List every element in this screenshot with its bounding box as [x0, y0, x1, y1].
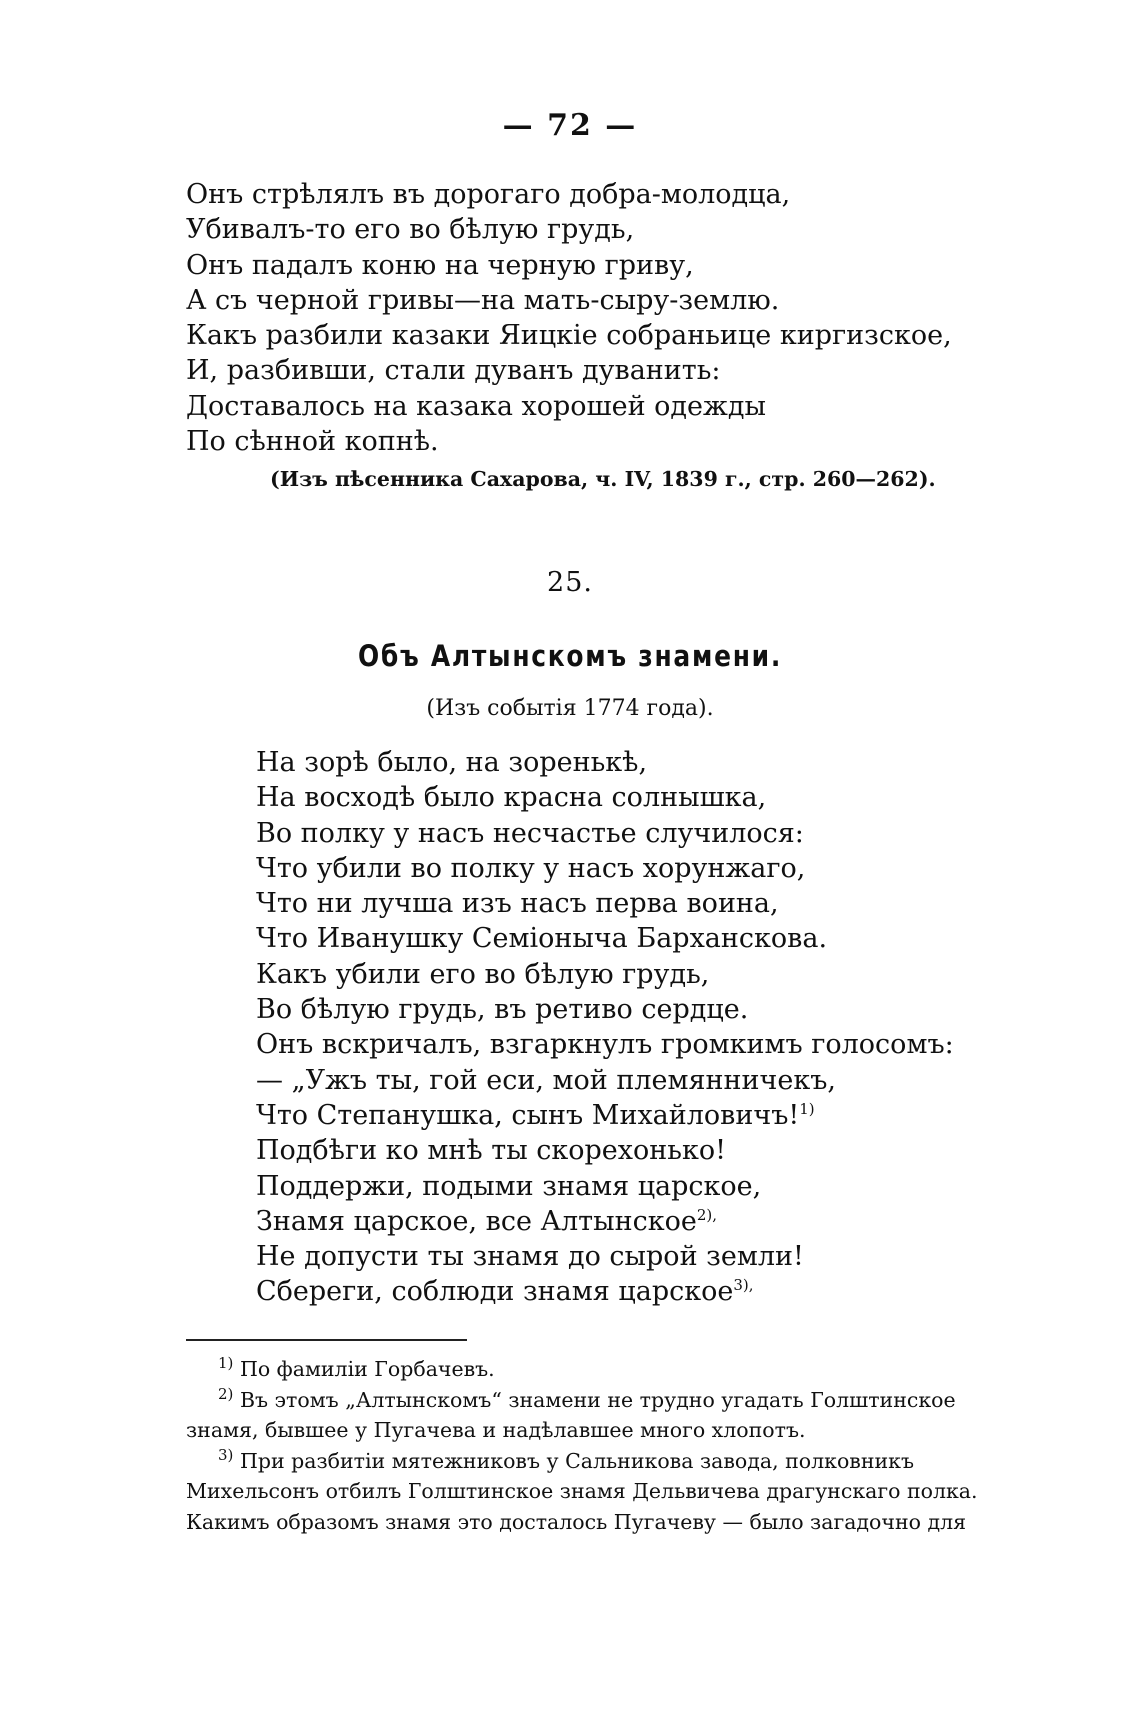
- verse-line: Онъ стрѣлялъ въ дорогаго добра-молодца,: [186, 179, 791, 210]
- verse-line: На зорѣ было, на зоренькѣ,: [256, 747, 648, 778]
- footnote-3-continued: [186, 1476, 1006, 1507]
- verse-line: Поддержи, подыми знамя царское,: [256, 1170, 762, 1202]
- footnote-mark: 1): [218, 1354, 234, 1373]
- verse-line: [256, 1274, 954, 1309]
- footnote-text: Въ этомъ „Алтынскомъ“ знамени не трудно угадать Голштинское: [239, 1387, 956, 1412]
- verse-line: [256, 1098, 954, 1133]
- verse-line: Не допусти ты знамя до сырой земли!: [256, 1241, 804, 1273]
- verse-line: Какъ разбили казаки Яицкіе собраньице киргизское,: [186, 320, 952, 352]
- footnote-ref: 1): [799, 1099, 815, 1118]
- footnote-text: знамя, бывшее у Пугачева и надѣлавшее много хлопотъ.: [186, 1418, 806, 1442]
- footnote-divider: [186, 1339, 467, 1341]
- song-number: 25.: [547, 567, 593, 598]
- footnote-ref: 2),: [696, 1205, 717, 1224]
- footnote-2: [186, 1385, 1006, 1416]
- verse-line: [256, 1204, 954, 1239]
- verse-line: По сѣнной копнѣ.: [186, 426, 439, 458]
- verse-line: Доставалось на казака хорошей одежды: [186, 390, 766, 422]
- verse-line-text: Что Степанушка, сынъ Михайловичъ!: [256, 1099, 800, 1131]
- verse-line: Во бѣлую грудь, въ ретиво сердце.: [256, 994, 749, 1026]
- footnote-text: По фамиліи Горбачевъ.: [239, 1357, 495, 1381]
- song-title: Объ Алтынскомъ знамени.: [357, 639, 783, 673]
- verse-line: Онъ вскричалъ, взгаркнулъ громкимъ голосомъ:: [256, 1029, 954, 1061]
- verse-line: И, разбивши, стали дуванъ дуванить:: [186, 355, 721, 387]
- verse-line: Какъ убили его во бѣлую грудь,: [256, 958, 710, 990]
- song-verse: [256, 745, 954, 1310]
- footnote-3-continued: [186, 1507, 1006, 1538]
- footnote-mark: 3): [218, 1445, 234, 1464]
- verse-line: Что Иванушку Семіоныча Барханскова.: [256, 923, 828, 955]
- footnote-text: При разбитіи мятежниковъ у Сальникова завода, полковникъ: [239, 1448, 915, 1473]
- footnote-ref: 3),: [733, 1276, 754, 1295]
- source-citation: (Изъ пѣсенника Сахарова, ч. IV, 1839 г., стр. 260—262).: [270, 467, 936, 491]
- verse-line: Убивалъ-то его во бѣлую грудь,: [186, 214, 635, 246]
- verse-line: Онъ падалъ коню на черную гриву,: [186, 249, 694, 281]
- verse-line: Что ни лучша изъ насъ перва воина,: [256, 888, 779, 920]
- verse-line: На восходѣ было красна солнышка,: [256, 782, 767, 814]
- footnote-mark: 2): [218, 1384, 234, 1403]
- footnote-2-continued: [186, 1415, 1006, 1446]
- verse-line-text: Знамя царское, все Алтынское: [256, 1205, 697, 1237]
- verse-top: [186, 177, 952, 459]
- footnote-3: [186, 1446, 1006, 1477]
- verse-line: А съ черной гривы—на мать-сыру-землю.: [186, 284, 780, 316]
- footnotes: [186, 1354, 1006, 1537]
- verse-line: — „Ужъ ты, гой еси, мой племянничекъ,: [256, 1064, 836, 1096]
- footnote-text: Какимъ образомъ знамя это досталось Пугачеву — было загадочно для: [186, 1509, 967, 1534]
- footnote-text: Михельсонъ отбилъ Голштинское знамя Дельвичева драгунскаго полка.: [186, 1479, 978, 1503]
- verse-line: Подбѣги ко мнѣ ты скорехонько!: [256, 1135, 726, 1167]
- verse-line: Что убили во полку у насъ хорунжаго,: [256, 852, 806, 884]
- verse-line-text: Сбереги, соблюди знамя царское: [256, 1276, 734, 1308]
- page-number: — 72 —: [502, 108, 638, 143]
- verse-line: Во полку у насъ несчастье случилося:: [256, 817, 804, 849]
- song-subtitle: (Изъ событія 1774 года).: [426, 696, 714, 721]
- footnote-1: [186, 1354, 1006, 1385]
